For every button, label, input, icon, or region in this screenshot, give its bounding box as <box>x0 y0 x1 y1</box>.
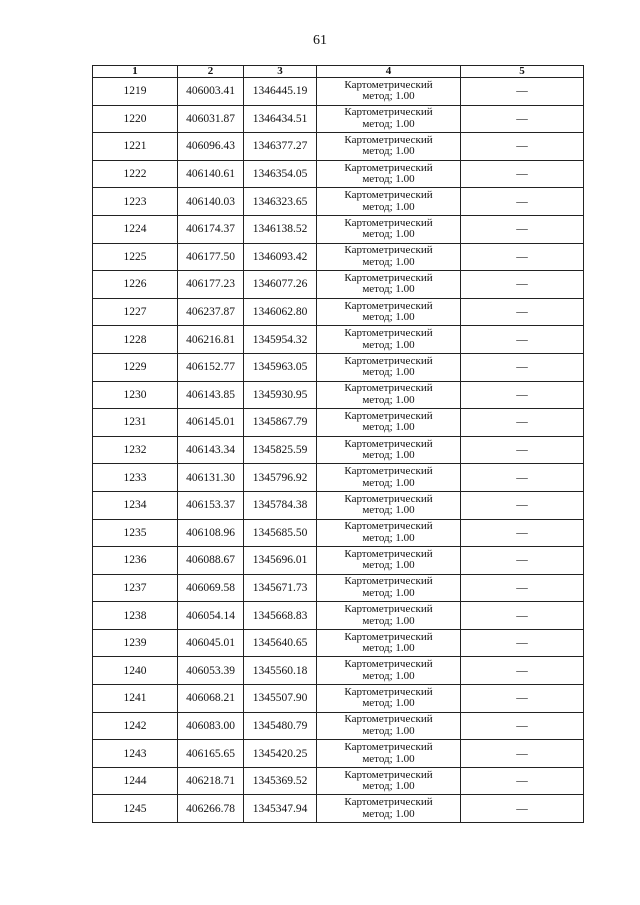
table-row <box>93 436 584 464</box>
x-coordinate-cell: 406266.78 <box>178 795 244 823</box>
y-coordinate-cell: 1346354.05 <box>244 160 317 188</box>
description-cell: — <box>461 519 584 547</box>
method-line-2: метод; 1.00 <box>362 559 415 572</box>
x-coordinate-cell: 406108.96 <box>178 519 244 547</box>
y-coordinate-cell: 1345480.79 <box>244 712 317 740</box>
description-cell: — <box>461 574 584 602</box>
method-cell <box>317 464 461 492</box>
description-cell: — <box>461 188 584 216</box>
description-cell: — <box>461 740 584 768</box>
method-cell <box>317 795 461 823</box>
table-row <box>93 353 584 381</box>
point-number-cell: 1221 <box>93 133 178 161</box>
method-line-2: метод; 1.00 <box>362 476 415 489</box>
point-number-cell: 1239 <box>93 629 178 657</box>
method-cell <box>317 188 461 216</box>
method-line-2: метод; 1.00 <box>362 366 415 379</box>
table-header-row <box>93 66 584 78</box>
method-cell <box>317 685 461 713</box>
table-row <box>93 712 584 740</box>
method-line-2: метод; 1.00 <box>362 90 415 103</box>
x-coordinate-cell: 406153.37 <box>178 491 244 519</box>
table-row <box>93 657 584 685</box>
method-line-1: Картометрический <box>344 354 433 367</box>
method-line-1: Картометрический <box>344 768 433 781</box>
table-row <box>93 78 584 106</box>
method-line-1: Картометрический <box>344 382 433 395</box>
y-coordinate-cell: 1345963.05 <box>244 353 317 381</box>
method-line-2: метод; 1.00 <box>362 228 415 241</box>
method-line-1: Картометрический <box>344 658 433 671</box>
table-row <box>93 215 584 243</box>
description-cell: — <box>461 271 584 299</box>
method-line-2: метод; 1.00 <box>362 338 415 351</box>
x-coordinate-cell: 406174.37 <box>178 215 244 243</box>
point-number-cell: 1237 <box>93 574 178 602</box>
method-line-1: Картометрический <box>344 409 433 422</box>
table-body <box>93 78 584 823</box>
method-line-1: Картометрический <box>344 299 433 312</box>
point-number-cell: 1225 <box>93 243 178 271</box>
method-cell <box>317 326 461 354</box>
method-cell <box>317 491 461 519</box>
point-number-cell: 1233 <box>93 464 178 492</box>
y-coordinate-cell: 1345640.65 <box>244 629 317 657</box>
method-line-2: метод; 1.00 <box>362 531 415 544</box>
point-number-cell: 1238 <box>93 602 178 630</box>
y-coordinate-cell: 1345796.92 <box>244 464 317 492</box>
y-coordinate-cell: 1346434.51 <box>244 105 317 133</box>
method-line-1: Картометрический <box>344 216 433 229</box>
y-coordinate-cell: 1346138.52 <box>244 215 317 243</box>
method-line-2: метод; 1.00 <box>362 421 415 434</box>
method-line-1: Картометрический <box>344 520 433 533</box>
point-number-cell: 1241 <box>93 685 178 713</box>
description-cell: — <box>461 133 584 161</box>
x-coordinate-cell: 406096.43 <box>178 133 244 161</box>
table-row <box>93 602 584 630</box>
table-row <box>93 409 584 437</box>
x-coordinate-cell: 406054.14 <box>178 602 244 630</box>
x-coordinate-cell: 406152.77 <box>178 353 244 381</box>
method-line-1: Картометрический <box>344 547 433 560</box>
description-cell: — <box>461 685 584 713</box>
y-coordinate-cell: 1346077.26 <box>244 271 317 299</box>
point-number-cell: 1226 <box>93 271 178 299</box>
x-coordinate-cell: 406216.81 <box>178 326 244 354</box>
y-coordinate-cell: 1345696.01 <box>244 547 317 575</box>
x-coordinate-cell: 406143.34 <box>178 436 244 464</box>
method-line-2: метод; 1.00 <box>362 780 415 793</box>
x-coordinate-cell: 406031.87 <box>178 105 244 133</box>
method-line-1: Картометрический <box>344 685 433 698</box>
y-coordinate-cell: 1345560.18 <box>244 657 317 685</box>
description-cell: — <box>461 381 584 409</box>
method-cell <box>317 740 461 768</box>
method-line-2: метод; 1.00 <box>362 697 415 710</box>
method-cell <box>317 547 461 575</box>
point-number-cell: 1235 <box>93 519 178 547</box>
method-line-2: метод; 1.00 <box>362 586 415 599</box>
method-cell <box>317 160 461 188</box>
method-line-2: метод; 1.00 <box>362 200 415 213</box>
method-line-1: Картометрический <box>344 630 433 643</box>
x-coordinate-cell: 406177.50 <box>178 243 244 271</box>
description-cell: — <box>461 464 584 492</box>
method-line-2: метод; 1.00 <box>362 173 415 186</box>
method-cell <box>317 657 461 685</box>
description-cell: — <box>461 243 584 271</box>
coordinates-table <box>92 65 584 823</box>
method-line-2: метод; 1.00 <box>362 669 415 682</box>
x-coordinate-cell: 406143.85 <box>178 381 244 409</box>
point-number-cell: 1240 <box>93 657 178 685</box>
y-coordinate-cell: 1345954.32 <box>244 326 317 354</box>
x-coordinate-cell: 406068.21 <box>178 685 244 713</box>
table-row <box>93 298 584 326</box>
point-number-cell: 1220 <box>93 105 178 133</box>
x-coordinate-cell: 406131.30 <box>178 464 244 492</box>
y-coordinate-cell: 1345685.50 <box>244 519 317 547</box>
x-coordinate-cell: 406045.01 <box>178 629 244 657</box>
method-cell <box>317 105 461 133</box>
description-cell: — <box>461 767 584 795</box>
method-cell <box>317 353 461 381</box>
point-number-cell: 1219 <box>93 78 178 106</box>
x-coordinate-cell: 406069.58 <box>178 574 244 602</box>
method-line-2: метод; 1.00 <box>362 449 415 462</box>
table-row <box>93 629 584 657</box>
header-col-1: 1 <box>93 66 178 78</box>
table-row <box>93 243 584 271</box>
method-line-2: метод; 1.00 <box>362 283 415 296</box>
method-line-1: Картометрический <box>344 244 433 257</box>
table-row <box>93 685 584 713</box>
method-line-1: Картометрический <box>344 796 433 809</box>
method-cell <box>317 574 461 602</box>
table-row <box>93 491 584 519</box>
method-line-1: Картометрический <box>344 492 433 505</box>
x-coordinate-cell: 406165.65 <box>178 740 244 768</box>
point-number-cell: 1231 <box>93 409 178 437</box>
page-number: 61 <box>313 33 327 48</box>
point-number-cell: 1245 <box>93 795 178 823</box>
method-line-2: метод; 1.00 <box>362 614 415 627</box>
y-coordinate-cell: 1345420.25 <box>244 740 317 768</box>
table-row <box>93 519 584 547</box>
table-row <box>93 381 584 409</box>
y-coordinate-cell: 1345507.90 <box>244 685 317 713</box>
description-cell: — <box>461 215 584 243</box>
method-line-1: Картометрический <box>344 465 433 478</box>
point-number-cell: 1224 <box>93 215 178 243</box>
point-number-cell: 1222 <box>93 160 178 188</box>
description-cell: — <box>461 547 584 575</box>
point-number-cell: 1230 <box>93 381 178 409</box>
y-coordinate-cell: 1345671.73 <box>244 574 317 602</box>
method-cell <box>317 78 461 106</box>
y-coordinate-cell: 1346377.27 <box>244 133 317 161</box>
x-coordinate-cell: 406140.61 <box>178 160 244 188</box>
method-line-2: метод; 1.00 <box>362 311 415 324</box>
method-line-1: Картометрический <box>344 161 433 174</box>
table-row <box>93 547 584 575</box>
method-cell <box>317 215 461 243</box>
method-cell <box>317 243 461 271</box>
point-number-cell: 1223 <box>93 188 178 216</box>
method-line-1: Картометрический <box>344 189 433 202</box>
table-row <box>93 767 584 795</box>
table-row <box>93 795 584 823</box>
method-cell <box>317 271 461 299</box>
description-cell: — <box>461 657 584 685</box>
description-cell: — <box>461 326 584 354</box>
description-cell: — <box>461 629 584 657</box>
method-line-1: Картометрический <box>344 271 433 284</box>
method-cell <box>317 409 461 437</box>
method-cell <box>317 298 461 326</box>
y-coordinate-cell: 1345825.59 <box>244 436 317 464</box>
point-number-cell: 1234 <box>93 491 178 519</box>
point-number-cell: 1228 <box>93 326 178 354</box>
method-line-2: метод; 1.00 <box>362 642 415 655</box>
method-cell <box>317 767 461 795</box>
method-line-2: метод; 1.00 <box>362 504 415 517</box>
method-line-1: Картометрический <box>344 713 433 726</box>
method-line-1: Картометрический <box>344 437 433 450</box>
description-cell: — <box>461 436 584 464</box>
point-number-cell: 1232 <box>93 436 178 464</box>
header-col-5: 5 <box>461 66 584 78</box>
x-coordinate-cell: 406140.03 <box>178 188 244 216</box>
method-cell <box>317 602 461 630</box>
y-coordinate-cell: 1346062.80 <box>244 298 317 326</box>
method-line-2: метод; 1.00 <box>362 117 415 130</box>
method-line-1: Картометрический <box>344 575 433 588</box>
x-coordinate-cell: 406177.23 <box>178 271 244 299</box>
description-cell: — <box>461 409 584 437</box>
y-coordinate-cell: 1345347.94 <box>244 795 317 823</box>
x-coordinate-cell: 406218.71 <box>178 767 244 795</box>
method-line-2: метод; 1.00 <box>362 807 415 820</box>
y-coordinate-cell: 1346323.65 <box>244 188 317 216</box>
description-cell: — <box>461 602 584 630</box>
method-cell <box>317 629 461 657</box>
x-coordinate-cell: 406003.41 <box>178 78 244 106</box>
point-number-cell: 1229 <box>93 353 178 381</box>
y-coordinate-cell: 1345369.52 <box>244 767 317 795</box>
y-coordinate-cell: 1346445.19 <box>244 78 317 106</box>
method-line-1: Картометрический <box>344 741 433 754</box>
point-number-cell: 1227 <box>93 298 178 326</box>
method-line-2: метод; 1.00 <box>362 724 415 737</box>
description-cell: — <box>461 160 584 188</box>
x-coordinate-cell: 406145.01 <box>178 409 244 437</box>
header-col-2: 2 <box>178 66 244 78</box>
table-row <box>93 574 584 602</box>
description-cell: — <box>461 491 584 519</box>
point-number-cell: 1236 <box>93 547 178 575</box>
table-row <box>93 188 584 216</box>
table-row <box>93 740 584 768</box>
method-line-1: Картометрический <box>344 78 433 91</box>
point-number-cell: 1242 <box>93 712 178 740</box>
method-line-1: Картометрический <box>344 327 433 340</box>
point-number-cell: 1243 <box>93 740 178 768</box>
method-cell <box>317 712 461 740</box>
y-coordinate-cell: 1345930.95 <box>244 381 317 409</box>
description-cell: — <box>461 353 584 381</box>
method-line-2: метод; 1.00 <box>362 145 415 158</box>
x-coordinate-cell: 406237.87 <box>178 298 244 326</box>
y-coordinate-cell: 1345668.83 <box>244 602 317 630</box>
table-row <box>93 464 584 492</box>
method-cell <box>317 436 461 464</box>
method-line-2: метод; 1.00 <box>362 255 415 268</box>
x-coordinate-cell: 406053.39 <box>178 657 244 685</box>
x-coordinate-cell: 406083.00 <box>178 712 244 740</box>
method-line-2: метод; 1.00 <box>362 393 415 406</box>
description-cell: — <box>461 795 584 823</box>
method-line-2: метод; 1.00 <box>362 752 415 765</box>
y-coordinate-cell: 1346093.42 <box>244 243 317 271</box>
method-line-1: Картометрический <box>344 133 433 146</box>
header-col-3: 3 <box>244 66 317 78</box>
description-cell: — <box>461 298 584 326</box>
description-cell: — <box>461 105 584 133</box>
table-row <box>93 133 584 161</box>
point-number-cell: 1244 <box>93 767 178 795</box>
method-cell <box>317 133 461 161</box>
method-cell <box>317 519 461 547</box>
y-coordinate-cell: 1345867.79 <box>244 409 317 437</box>
table-row <box>93 271 584 299</box>
description-cell: — <box>461 712 584 740</box>
table-row <box>93 105 584 133</box>
y-coordinate-cell: 1345784.38 <box>244 491 317 519</box>
x-coordinate-cell: 406088.67 <box>178 547 244 575</box>
method-line-1: Картометрический <box>344 106 433 119</box>
table-row <box>93 326 584 354</box>
table-row <box>93 160 584 188</box>
description-cell: — <box>461 78 584 106</box>
method-cell <box>317 381 461 409</box>
header-col-4: 4 <box>317 66 461 78</box>
method-line-1: Картометрический <box>344 603 433 616</box>
